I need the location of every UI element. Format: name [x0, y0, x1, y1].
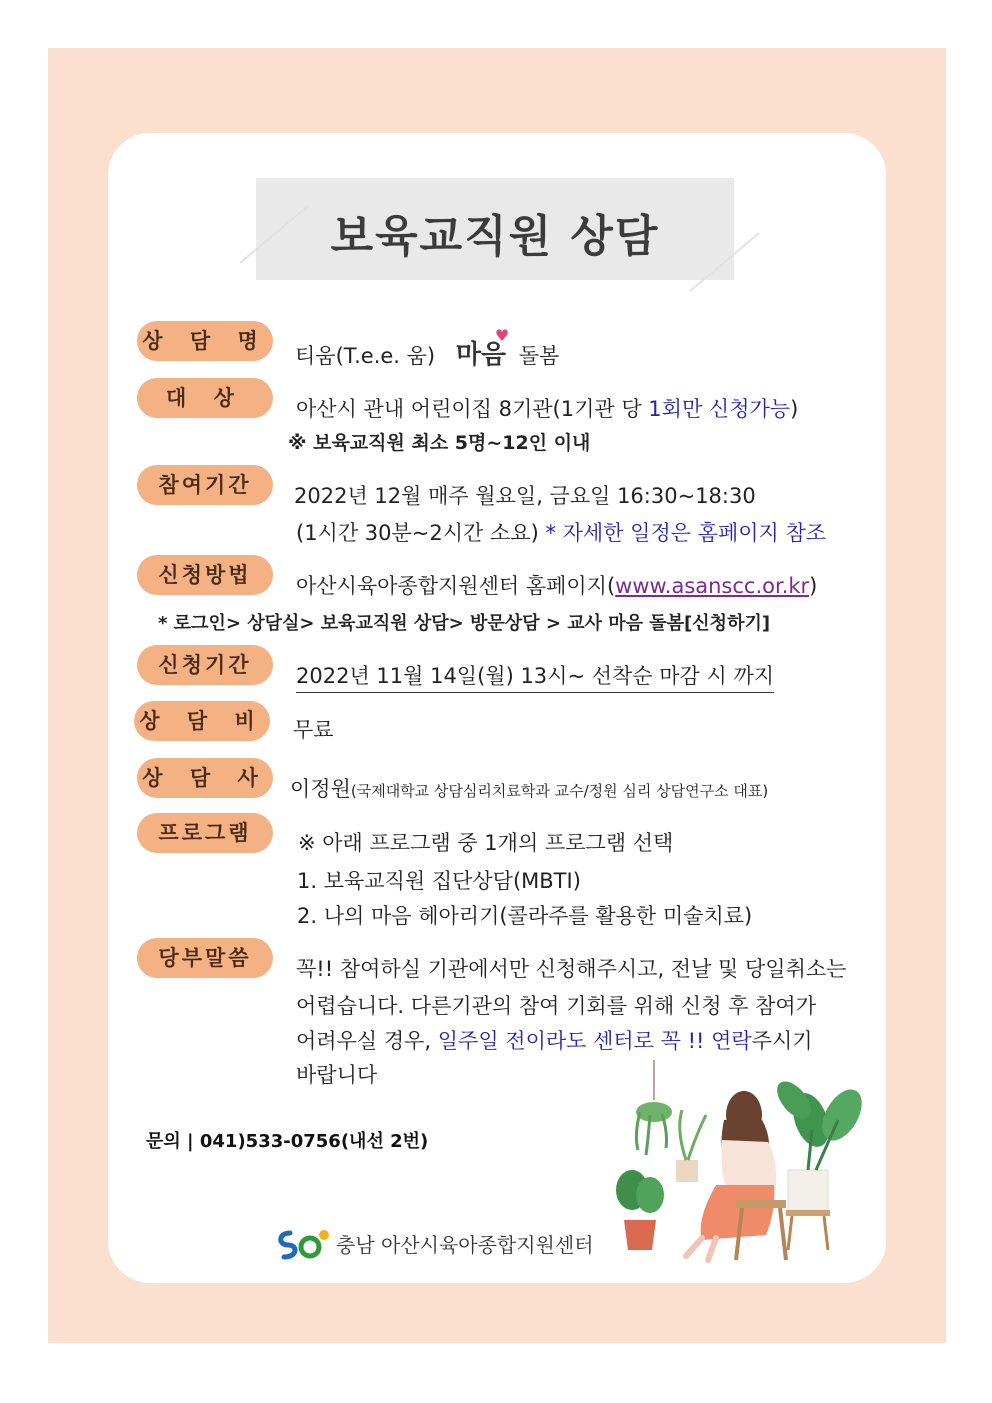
label-apply-period: 신청기간: [137, 645, 273, 685]
note-line3: 어려우실 경우, 일주일 전이라도 센터로 꼭 !! 연락주시기: [296, 1029, 813, 1053]
period-line2: (1시간 30분~2시간 소요) * 자세한 일정은 홈페이지 참조: [296, 521, 827, 545]
label-cost: 상 담 비: [134, 701, 270, 741]
note-line2: 어렵습니다. 다른기관의 참여 기회를 위해 신청 후 참여가: [296, 994, 816, 1018]
program-line1: ※ 아래 프로그램 중 1개의 프로그램 선택: [298, 831, 674, 855]
center-logo-icon: [276, 1225, 332, 1261]
note-line4: 바랍니다: [296, 1063, 378, 1087]
footer-org-name: 충남 아산시육아종합지원센터: [336, 1233, 594, 1257]
apply-period-value: 2022년 11월 14일(월) 13시~ 선착순 마감 시 까지: [296, 660, 774, 693]
label-counsel-name: 상 담 명: [137, 321, 273, 361]
target-line2: ※ 보육교직원 최소 5명~12인 이내: [288, 432, 591, 454]
cost-value: 무료: [293, 718, 334, 742]
maeum-logo-text: 마음 ♥: [455, 326, 510, 370]
woman-with-plants-illustration: [616, 1060, 876, 1270]
counsel-name-suffix: 돌봄: [518, 344, 560, 368]
counselor-value: 이정원(국제대학교 상담심리치료학과 교수/정원 심리 상담연구소 대표): [290, 777, 769, 801]
label-program: 프로그램: [137, 813, 273, 853]
period-line1: 2022년 12월 매주 월요일, 금요일 16:30~18:30: [294, 484, 756, 508]
homepage-link[interactable]: www.asanscc.or.kr: [615, 574, 810, 598]
label-target: 대 상: [137, 378, 273, 418]
label-note: 당부말씀: [137, 938, 273, 978]
page-title: 보육교직원 상담: [330, 211, 660, 262]
heart-icon: ♥: [494, 326, 510, 345]
program-item-1: 1. 보육교직원 집단상담(MBTI): [297, 869, 581, 893]
method-line1: 아산시육아종합지원센터 홈페이지(www.asanscc.or.kr): [296, 574, 818, 598]
note-line1: 꼭!! 참여하실 기관에서만 신청해주시고, 전날 및 당일취소는: [296, 957, 847, 981]
label-counselor: 상 담 사: [137, 758, 273, 798]
contact-info: 문의 | 041)533-0756(내선 2번): [146, 1131, 429, 1152]
label-period: 참여기간: [137, 465, 273, 505]
method-steps: * 로그인> 상담실> 보육교직원 상담> 방문상담 > 교사 마음 돌봄[신청하기]: [158, 613, 771, 634]
label-method: 신청방법: [137, 555, 273, 595]
program-item-2: 2. 나의 마음 헤아리기(콜라주를 활용한 미술치료): [297, 904, 753, 928]
target-line1: 아산시 관내 어린이집 8기관(1기관 당 1회만 신청가능): [296, 397, 799, 421]
footer-logo: [276, 1225, 594, 1261]
counsel-name-prefix: 티움(T.e.e. 움): [295, 344, 436, 368]
counsel-name-value: [295, 326, 560, 371]
